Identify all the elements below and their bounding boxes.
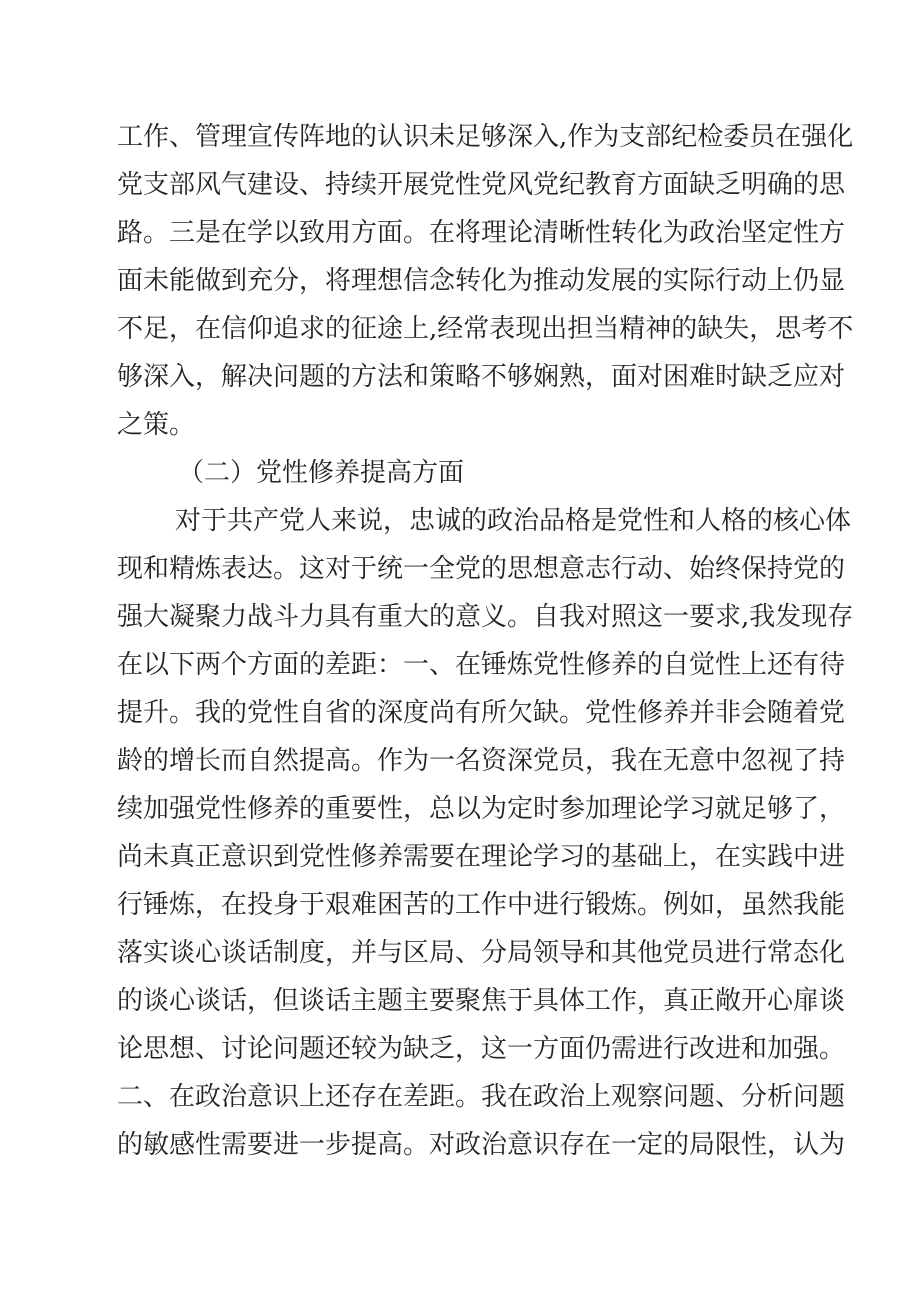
text-line: 行锤炼，在投身于艰难困苦的工作中进行锻炼。例如，虽然我能 — [117, 890, 846, 920]
section-heading: （二）党性修养提高方面 — [178, 458, 465, 488]
text-line: 够深入，解决问题的方法和策略不够娴熟，面对困难时缺乏应对 — [117, 362, 846, 392]
text-line: 在以下两个方面的差距：一、在锤炼党性修养的自觉性上还有待 — [117, 650, 846, 680]
text-line: 龄的增长而自然提高。作为一名资深党员，我在无意中忽视了持 — [117, 746, 846, 776]
text-line: 的敏感性需要进一步提高。对政治意识存在一定的局限性，认为 — [117, 1130, 846, 1160]
text-line: 党支部风气建设、持续开展党性党风党纪教育方面缺乏明确的思 — [117, 170, 846, 200]
text-line: 路。三是在学以致用方面。在将理论清晰性转化为政治坚定性方 — [117, 218, 846, 248]
text-line: 的谈心谈话，但谈话主题主要聚焦于具体工作，真正敞开心扉谈 — [117, 986, 846, 1016]
text-line: 对于共产党人来说，忠诚的政治品格是党性和人格的核心体 — [175, 506, 852, 536]
text-line: 工作、管理宣传阵地的认识未足够深入,作为支部纪检委员在强化 — [117, 122, 854, 152]
text-line: 尚未真正意识到党性修养需要在理论学习的基础上，在实践中进 — [117, 842, 846, 872]
text-line: 现和精炼表达。这对于统一全党的思想意志行动、始终保持党的 — [117, 554, 846, 584]
text-line: 之策。 — [117, 410, 196, 440]
text-line: 论思想、讨论问题还较为缺乏，这一方面仍需进行改进和加强。 — [117, 1034, 846, 1064]
text-line: 不足，在信仰追求的征途上,经常表现出担当精神的缺失，思考不 — [117, 314, 854, 344]
text-line: 面未能做到充分，将理想信念转化为推动发展的实际行动上仍显 — [117, 266, 846, 296]
text-line: 二、在政治意识上还存在差距。我在政治上观察问题、分析问题 — [117, 1082, 846, 1112]
text-line: 落实谈心谈话制度，并与区局、分局领导和其他党员进行常态化 — [117, 938, 846, 968]
text-line: 提升。我的党性自省的深度尚有所欠缺。党性修养并非会随着党 — [117, 698, 846, 728]
text-line: 续加强党性修养的重要性，总以为定时参加理论学习就足够了， — [117, 794, 846, 824]
text-line: 强大凝聚力战斗力具有重大的意义。自我对照这一要求,我发现存 — [117, 602, 854, 632]
